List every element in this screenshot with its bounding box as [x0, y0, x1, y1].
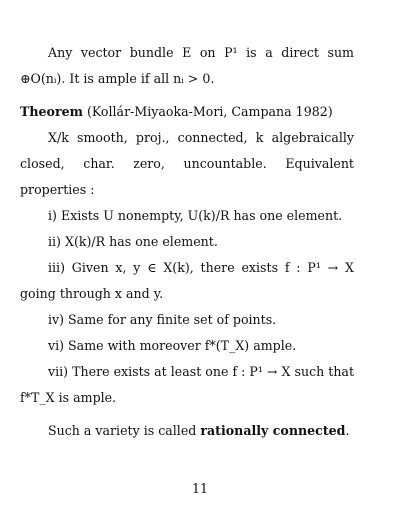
theorem-item-iii: iii) Given x, y ∈ X(k), there exists f : P¹ → X going through x and y. [20, 260, 354, 301]
conclusion-text: Such a variety is called [48, 423, 197, 438]
conclusion-paragraph [20, 418, 354, 444]
page-number: 11 [191, 481, 209, 496]
conclusion-term: rationally connected [200, 423, 346, 438]
theorem-hypothesis: X/k smooth, proj., connected, k algebraically closed, char. zero, uncountable. Equivalent properties : [20, 130, 354, 197]
theorem-heading: Theorem [20, 104, 83, 119]
theorem-attribution: (Kollár-Miyaoka-Mori, Campana 1982) [86, 104, 333, 119]
slide-content [20, 40, 354, 444]
theorem-item-vi: vi) Same with moreover f*(T_X) ample. [48, 338, 297, 353]
theorem-item-i: i) Exists U nonempty, U(k)/R has one element. [48, 208, 343, 223]
intro-line-1: Any vector bundle E on P¹ is a direct sum [48, 45, 354, 60]
theorem-item-iv: iv) Same for any finite set of points. [48, 312, 277, 327]
intro-line-2: ⊕O(nᵢ). It is ample if all nᵢ > 0. [20, 71, 215, 86]
intro-paragraph [20, 40, 354, 92]
theorem-heading-line [20, 99, 354, 125]
conclusion-period: . [345, 423, 350, 438]
theorem-item-vii: vii) There exists at least one f : P¹ → X such that f*T_X is ample. [20, 364, 354, 405]
theorem-item-ii: ii) X(k)/R has one element. [48, 234, 218, 249]
